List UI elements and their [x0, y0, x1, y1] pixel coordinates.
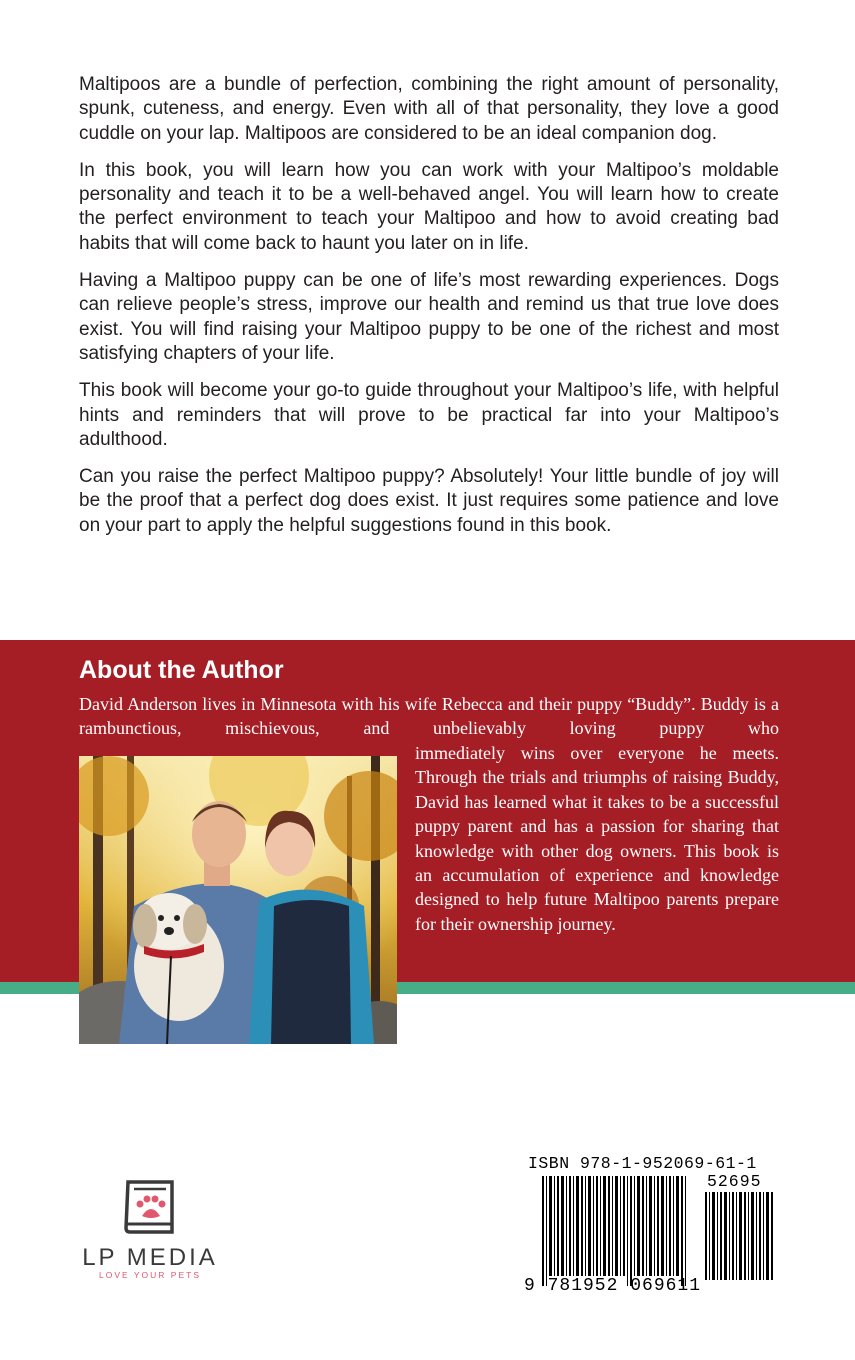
isbn-barcode-block: [520, 1152, 782, 1302]
barcode-digits: 9 781952 069611: [524, 1276, 702, 1296]
description-paragraph-1: Maltipoos are a bundle of perfection, combining the right amount of personality, spunk, cuteness, and energy. Even with all of that personality, they love a good cuddle on your lap. Maltipoos are considered to be an ideal companion dog.: [79, 74, 779, 144]
book-description: [79, 73, 779, 551]
publisher-logo: [80, 1178, 220, 1288]
description-paragraph-4: This book will become your go-to guide throughout your Maltipoo’s life, with helpful hints and reminders that will prove to be practical far into your Maltipoo’s adulthood.: [79, 380, 779, 450]
book-paw-icon: [80, 1178, 220, 1242]
description-paragraph-2: In this book, you will learn how you can work with your Maltipoo’s moldable personality and teach it to be a well-behaved angel. You will learn how to create the perfect environment to teach your Maltipoo and how to avoid creating bad habits that will come back to haunt you later on in life.: [79, 159, 779, 254]
isbn-label: ISBN 978-1-952069-61-1: [528, 1154, 757, 1173]
publisher-name: LP MEDIA: [82, 1244, 218, 1271]
author-photo: [79, 756, 397, 1044]
description-paragraph-5: Can you raise the perfect Maltipoo puppy? Absolutely! Your little bundle of joy will be the proof that a perfect dog does exist. It just requires some patience and love on your part to apply the helpful suggestions found in this book.: [79, 466, 779, 536]
author-bio-continued: immediately wins over everyone he meets. Through the trials and triumphs of raising Buddy, David has learned what it takes to be a successful puppy parent and has a passion for sharing that knowledge with other dog owners. This book is an accumulation of experience and knowledge designed to help future Maltipoo parents prepare for their ownership journey.: [415, 743, 779, 934]
description-paragraph-3: Having a Maltipoo puppy can be one of life’s most rewarding experiences. Dogs can relieve people’s stress, improve our health and remind us that true love does exist. You will find raising your Maltipoo puppy to be one of the richest and most satisfying chapters of your life.: [79, 270, 779, 364]
price-code: 52695: [707, 1172, 762, 1191]
publisher-tagline: LOVE YOUR PETS: [98, 1270, 201, 1280]
about-author-heading: About the Author: [79, 656, 284, 684]
author-bio-intro: David Anderson lives in Minnesota with his wife Rebecca and their puppy “Buddy”. Buddy is a rambunctious, mischievous, and unbelievably loving puppy who: [79, 694, 779, 739]
